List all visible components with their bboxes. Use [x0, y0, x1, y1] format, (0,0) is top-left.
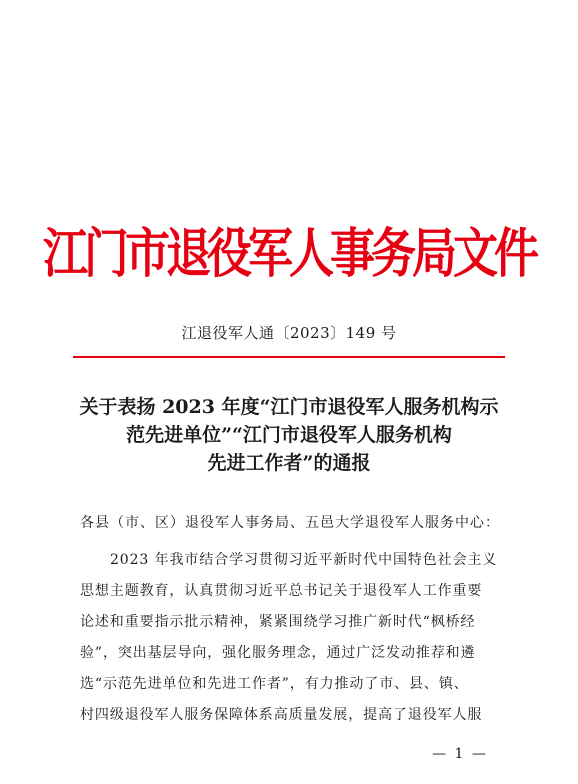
page-number: — 1 — [432, 746, 488, 762]
title-line: 先进工作者”的通报 [207, 452, 371, 474]
addressee-line: 各县（市、区）退役军人事务局、五邑大学退役军人服务中心： [80, 515, 500, 531]
body-text [80, 545, 505, 731]
body-line: 思想主题教育，认真贯彻习近平总书记关于退役军人工作重要 [80, 583, 483, 599]
body-line: 论述和重要指示批示精神，紧紧围绕学习推广新时代“枫桥经 [80, 614, 476, 630]
title-line: 范先进单位”“江门市退役军人服务机构 [126, 424, 452, 446]
body-line: 选“示范先进单位和先进工作者”，有力推动了市、县、镇、 [80, 676, 469, 692]
body-line: 村四级退役军人服务保障体系高质量发展，提高了退役军人服 [80, 707, 483, 723]
body-line: 验”，突出基层导向，强化服务理念，通过广泛发动推荐和遴 [80, 645, 476, 661]
notice-title [30, 393, 548, 477]
body-line: 2023 年我市结合学习贯彻习近平新时代中国特色社会主义 [110, 552, 498, 568]
red-divider [73, 356, 505, 358]
title-line: 关于表扬 2023 年度“江门市退役军人服务机构示 [79, 396, 499, 418]
masthead-title: 江门市退役军人事务局文件 [42, 221, 535, 285]
document-number: 江退役军人通〔2023〕149 号 [181, 324, 397, 342]
